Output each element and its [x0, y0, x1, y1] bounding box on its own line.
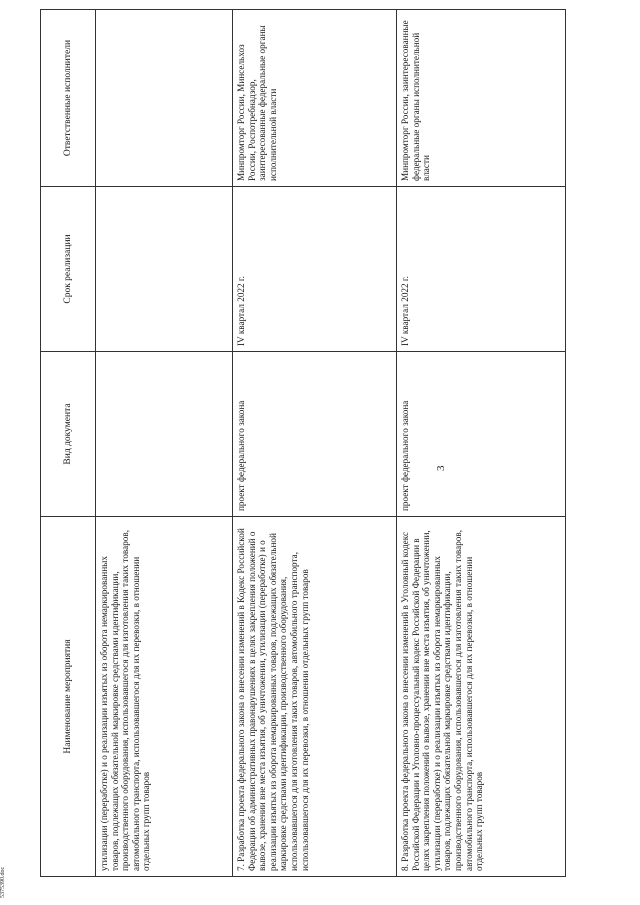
header-activity-name: Наименование мероприятия [41, 517, 96, 877]
cell-document-type: проект федерального закона [233, 352, 397, 517]
action-plan-table [40, 9, 566, 877]
cell-activity-name: 7. Разработка проекта федерального закона о внесении изменений в Кодекс Российской Федерации об административных правонарушениях в целях закрепления положений о вывозе, хранении вне места изъятия, об уничтожении, утилизации (переработке) и о реализации изъятых из оборота немаркированных товаров, подлежащих обязательной маркировке средствами идентификации, производственного оборудования, использовавшегося для изготовления таких товаров, автомобильного транспорта, использовавшегося для их перевозки, в отношении отдельных групп товаров [233, 517, 397, 877]
cell-activity-name: 8. Разработка проекта федерального закона о внесении изменений в Уголовный кодекс Российской Федерации и Уголовно-процессуальный кодекс Российской Федерации в целях закрепления положений о вывозе, хранении вне места изъятия, об уничтожении, утилизации (переработке) и о реализации изъятых из оборота немаркированных товаров, подлежащих обязательной маркировке средствами идентификации, производственного оборудования, использовавшегося для изготовления таких товаров, автомобильного транспорта, использовавшегося для их перевозки, в отношении отдельных групп товаров [397, 517, 566, 877]
page-number: 3 [435, 465, 447, 471]
cell-document-type [96, 352, 233, 517]
cell-executors: Минпромторг России, заинтересованные федеральные органы исполнительной власти [397, 10, 566, 187]
table-header-row [41, 10, 96, 877]
header-deadline: Срок реализации [41, 187, 96, 352]
file-identifier: 5375390.doc [0, 866, 6, 898]
cell-activity-name: утилизации (переработке) и о реализации изъятых из оборота немаркированных товаров, подлежащих обязательной маркировке средствами идентификации, производственного оборудования, использовавшегося для изготовления таких товаров, автомобильного транспорта, использовавшегося для их перевозки, в отношении отдельных групп товаров [96, 517, 233, 877]
table-row [96, 10, 233, 877]
cell-deadline: IV квартал 2022 г. [233, 187, 397, 352]
cell-deadline: IV квартал 2022 г. [397, 187, 566, 352]
table-row [233, 10, 397, 877]
cell-document-type: проект федерального закона [397, 352, 566, 517]
header-executors: Ответственные исполнители [41, 10, 96, 187]
cell-deadline [96, 187, 233, 352]
header-document-type: Вид документа [41, 352, 96, 517]
table-row [397, 10, 566, 877]
cell-executors: Минпромторг России, Минсельхоз России, Роспотребнадзор, заинтересованные федеральные органы исполнительной власти [233, 10, 397, 187]
cell-executors [96, 10, 233, 187]
